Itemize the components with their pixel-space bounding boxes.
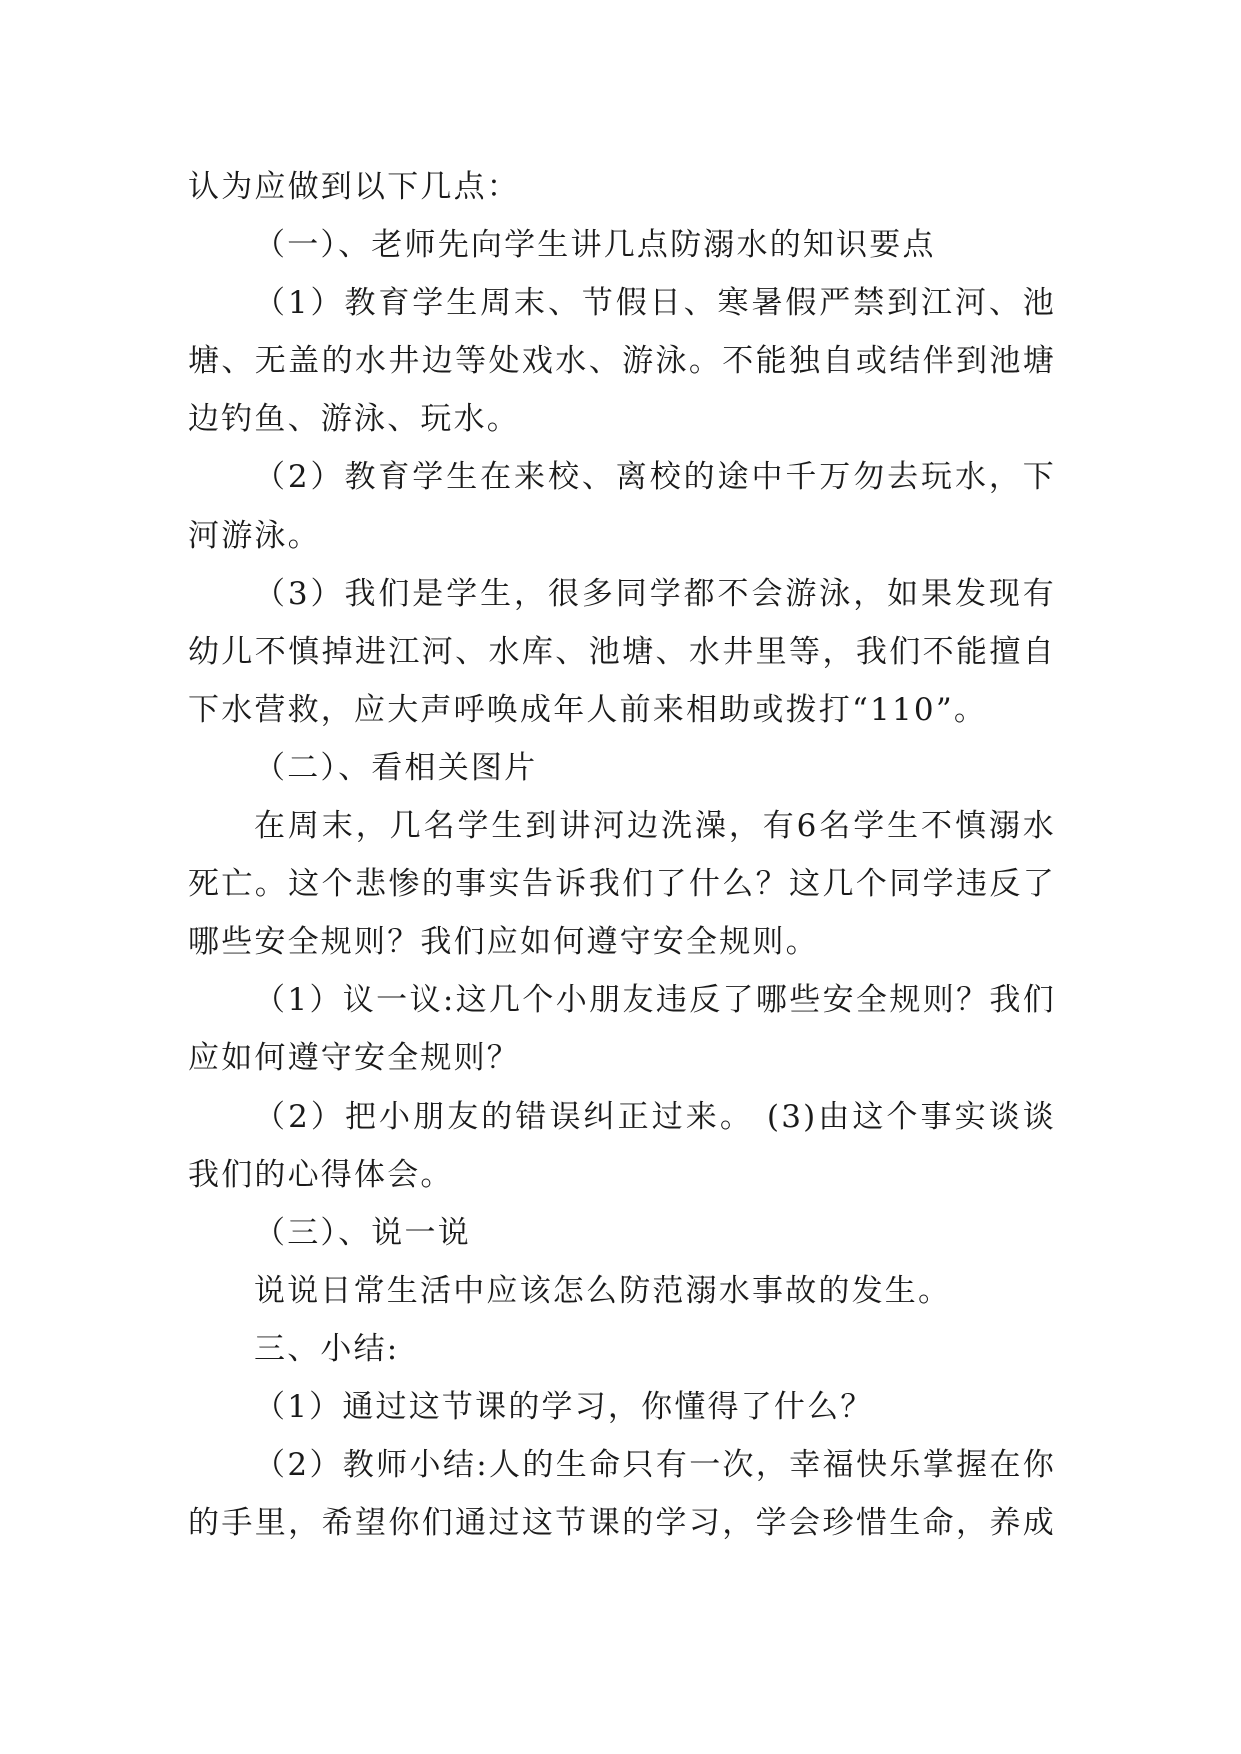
text-line: 应如何遵守安全规则？ (188, 1040, 520, 1077)
text-line: （1）议一议:这几个小朋友违反了哪些安全规则？我们 (254, 982, 1056, 1019)
text-line: 哪些安全规则？我们应如何遵守安全规则。 (188, 924, 819, 961)
text-line: （一）、老师先向学生讲几点防溺水的知识要点 (254, 227, 936, 264)
text-line: 的手里，希望你们通过这节课的学习，学会珍惜生命，养成 (188, 1505, 1056, 1542)
body-text (188, 158, 1056, 1552)
text-line: 塘、无盖的水井边等处戏水、游泳。不能独自或结伴到池塘 (188, 343, 1056, 380)
text-line: （1）教育学生周末、节假日、寒暑假严禁到江河、池 (254, 285, 1056, 322)
text-line: （3）我们是学生，很多同学都不会游泳，如果发现有 (254, 575, 1056, 612)
text-line: 说说日常生活中应该怎么防范溺水事故的发生。 (254, 1272, 952, 1309)
text-line: 边钓鱼、游泳、玩水。 (188, 401, 520, 438)
text-line: （2）教育学生在来校、离校的途中千万勿去玩水，下 (254, 459, 1056, 496)
text-line: 认为应做到以下几点： (188, 169, 520, 205)
text-line: 死亡。这个悲惨的事实告诉我们了什么？这几个同学违反了 (188, 866, 1056, 903)
text-line: （2）把小朋友的错误纠正过来。 (3)由这个事实谈谈 (254, 1098, 1056, 1135)
text-line: （2）教师小结:人的生命只有一次，幸福快乐掌握在你 (254, 1447, 1056, 1484)
text-line: 我们的心得体会。 (188, 1156, 454, 1193)
text-line: （三）、说一说 (254, 1214, 471, 1251)
text-line: 河游泳。 (188, 517, 321, 554)
text-line: 三、小结: (254, 1330, 400, 1367)
text-line: 幼儿不慎掉进江河、水库、池塘、水井里等，我们不能擅自 (188, 633, 1056, 670)
text-line: （二）、看相关图片 (254, 749, 538, 786)
text-line: 下水营救，应大声呼唤成年人前来相助或拨打“110”。 (188, 691, 988, 728)
text-line: （1）通过这节课的学习，你懂得了什么？ (254, 1388, 874, 1425)
text-line: 在周末，几名学生到讲河边洗澡，有6名学生不慎溺水 (254, 808, 1056, 845)
